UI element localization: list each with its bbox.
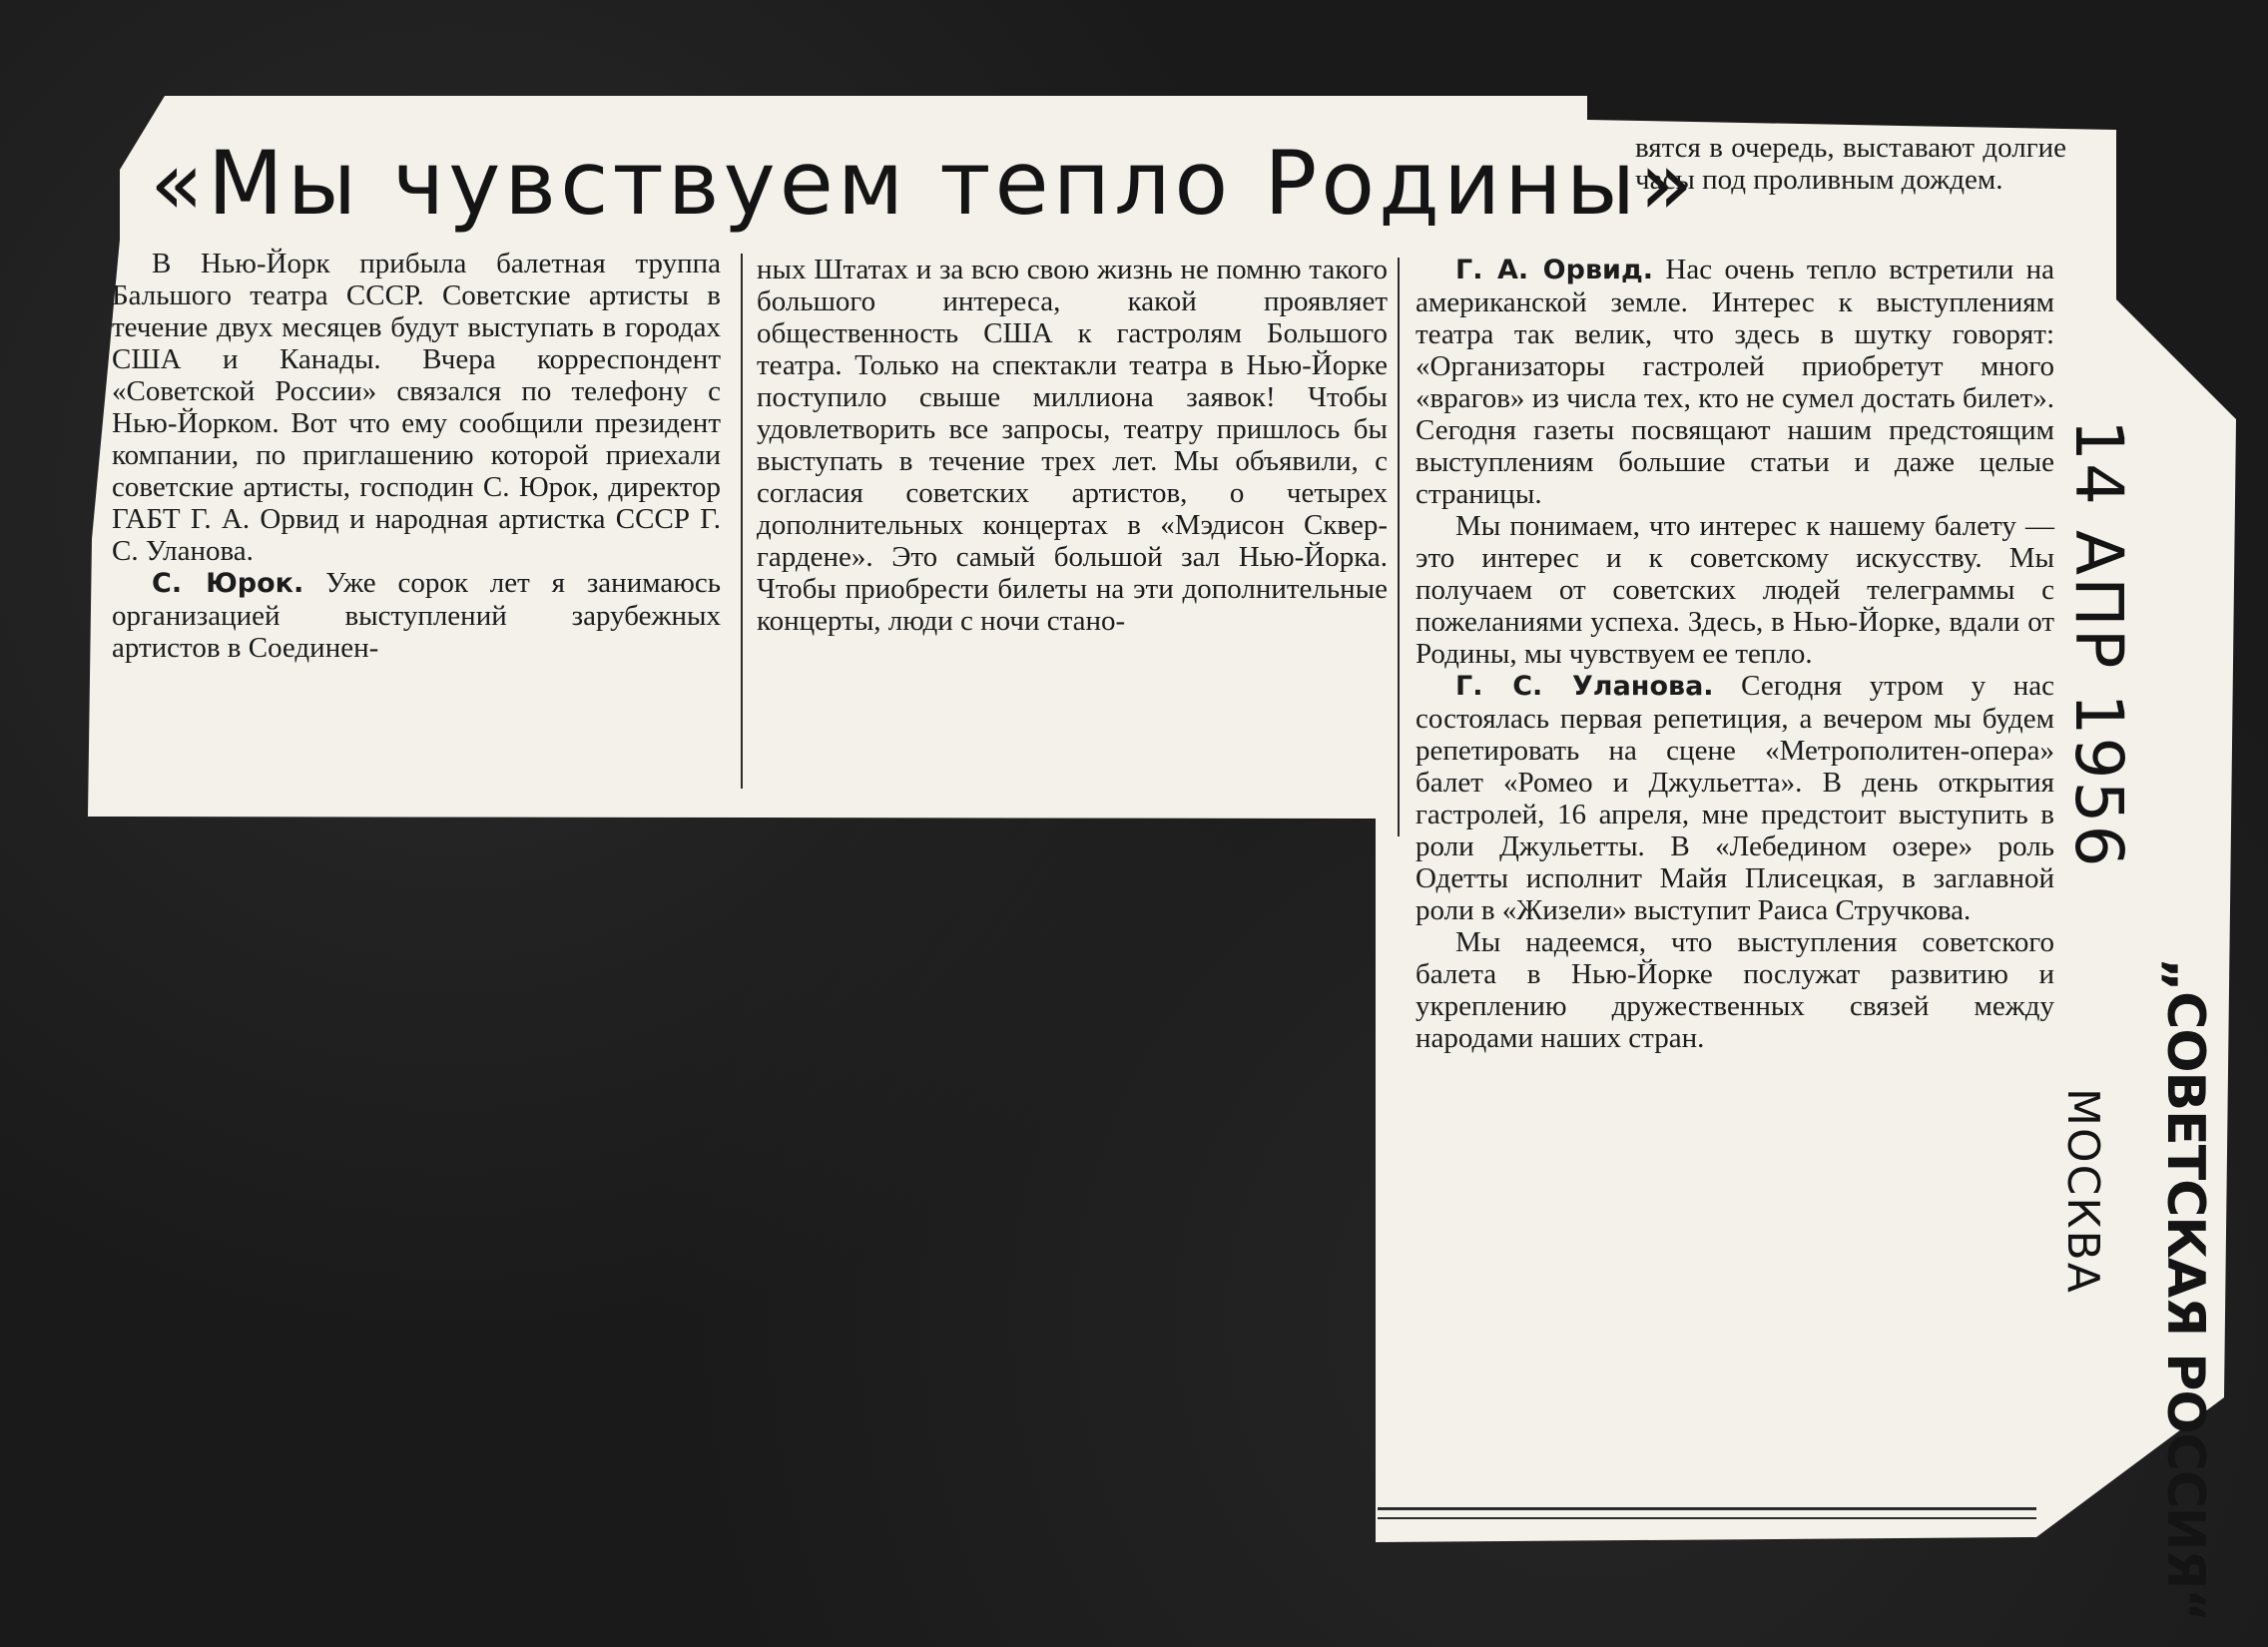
ulanova-paragraph (1416, 670, 2054, 926)
speaker-yurok: С. Юрок. (152, 568, 304, 599)
article-column-1 (112, 248, 721, 664)
interest-paragraph: Мы понимаем, что интерес к нашему балету — это интерес и к советскому искусству. Мы получаем от советских людей телеграммы с пожеланиями успеха. Здесь, в Нью-Йорке, вдали от Родины, мы чувствуем ее тепло. (1416, 510, 2054, 670)
bottom-rule-1 (1378, 1507, 2036, 1510)
article-title: «Мы чувствуем тепло Родины» (150, 132, 1698, 235)
queue-continued-paragraph: вятся в очередь, выставают долгие часы под проливным дождем. (1635, 132, 2066, 196)
article-column-2 (757, 254, 1388, 637)
yurok-continued-paragraph: ных Штатах и за всю свою жизнь не помню такого большого интереса, какой проявляет общественность США к гастролям Большого театра. Только на спектакли театра в Нью-Йорке поступило свыше миллиона заявок! Чтобы удовлетворить все запросы, театру пришлось бы выступать в течение трех лет. Мы объявили, с согласия советских артистов, о четырех дополнительных концертах в «Мэдисон Сквер-гардене». Это самый большой зал Нью-Йорка. Чтобы приобрести билеты на эти дополнительные концерты, люди с ночи стано- (757, 254, 1388, 637)
speaker-orvid: Г. А. Орвид. (1455, 255, 1654, 285)
column-rule-1 (741, 254, 743, 789)
article-column-3-top (1635, 132, 2066, 196)
closing-paragraph: Мы надеемся, что выступления советского балета в Нью-Йорке послужат развитию и укреплению дружественных связей между народами наших стран. (1416, 926, 2054, 1054)
bottom-rule-2 (1378, 1517, 2036, 1519)
source-stamp: „СОВЕТСКАЯ РОССИЯ“ (2155, 958, 2215, 1622)
orvid-paragraph (1416, 254, 2054, 510)
date-stamp: 14 АПР 1956 (2060, 419, 2137, 869)
yurok-text: Уже сорок лет я занимаюсь организацией выступлений зарубежных артистов в Соединен- (112, 567, 721, 664)
article-column-3 (1416, 254, 2054, 1054)
column-rule-2 (1398, 258, 1400, 836)
ulanova-text: Сегодня утром у нас состоялась первая репетиция, а вечером мы будем репетировать на сцене «Метрополитен-опера» балет «Ромео и Джульетта». В день открытия гастролей, 16 апреля, мне предстоит выступить в роли Джульетты. В «Лебедином озере» роль Одетты исполнит Майя Плисецкая, в заглавной роли в «Жизели» выступит Раиса Стручкова. (1416, 670, 2054, 926)
intro-paragraph: В Нью-Йорк прибыла балетная труппа Бальшого театра СССР. Советские артисты в течение двух месяцев будут выступать в городах США и Канады. Вчера корреспондент «Советской России» связался по телефону с Нью-Йорком. Вот что ему сообщили президент компании, по приглашению которой приехали советские артисты, господин С. Юрок, директор ГАБТ Г. А. Орвид и народная артистка СССР Г. С. Уланова. (112, 248, 721, 567)
orvid-text: Нас очень тепло встретили на американской земле. Интерес к выступлениям театра так велик, что здесь в шутку говорят: «Организаторы гастролей приобретут много «врагов» из числа тех, кто не сумел достать билет». Сегодня газеты посвящают нашим предстоящим выступлениям большие статьи и даже целые страницы. (1416, 254, 2054, 510)
yurok-paragraph (112, 567, 721, 664)
city-stamp: МОСКВА (2057, 1088, 2108, 1295)
speaker-ulanova: Г. С. Уланова. (1455, 671, 1714, 702)
